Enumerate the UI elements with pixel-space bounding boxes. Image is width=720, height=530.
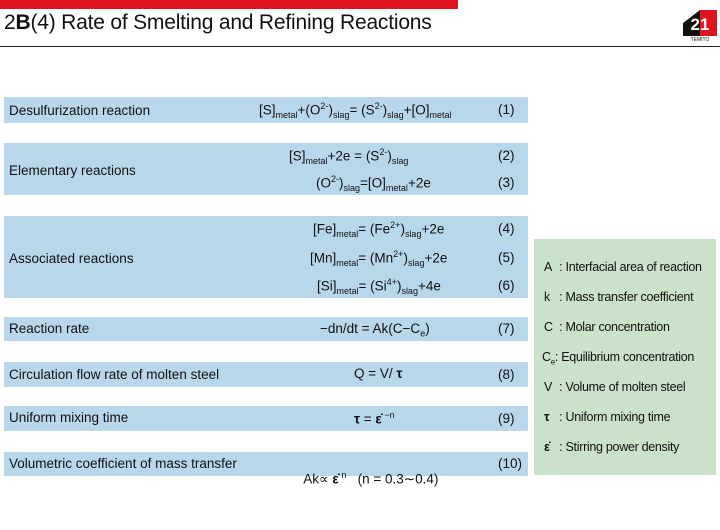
row-label: Circulation flow rate of molten steel: [9, 367, 220, 382]
row-circulation: [4, 362, 528, 387]
equation-number: (4): [498, 221, 515, 236]
row-label: Reaction rate: [9, 321, 90, 336]
legend-item-tau: τ : Uniform mixing time: [544, 410, 671, 424]
equation-elementary-1: $[S]_{metal}+2e = (S^{2-})_{slag}$: [289, 147, 409, 167]
equation-number: (8): [498, 367, 515, 382]
legend-item-v: V : Volume of molten steel: [544, 380, 686, 394]
legend-item-a: A : Interfacial area of reaction: [544, 260, 702, 274]
row-label: Uniform mixing time: [9, 410, 129, 425]
equation-volumetric: Ak∝ ε̇ $^n$ (n = 0.3∼0.4): [303, 470, 439, 487]
equation-circulation: Q = V/ τ: [354, 366, 403, 381]
row-associated: [4, 216, 528, 298]
legend-item-c: C : Molar concentration: [544, 320, 670, 334]
row-label: Volumetric coefficient of mass transfer: [9, 456, 237, 471]
row-label: Associated reactions: [9, 251, 134, 266]
row-volumetric: [4, 452, 528, 487]
equation-number: (6): [498, 278, 515, 293]
row-uniform-mixing: [4, 406, 528, 431]
section-number: 2: [4, 11, 16, 34]
symbol-legend: [534, 239, 716, 475]
equation-desulfurization: $[S]_{metal}+(O^{2-})_{slag}= (S^{2-})_{slag}+[O]_{metal}$: [259, 101, 452, 121]
company-logo: [683, 8, 717, 42]
equation-number: (10): [498, 456, 523, 471]
equation-uniform-mixing: τ = ε̇ $^{-n}$: [354, 410, 395, 427]
section-letter: B: [15, 11, 31, 34]
title-text: Rate of Smelting and Refining Reactions: [61, 11, 432, 34]
equation-number: (5): [498, 250, 515, 265]
header-accent-bar: [0, 0, 458, 9]
equation-associated-3: $[Si]_{metal}= (Si^{4+})_{slag}+4e$: [317, 277, 441, 297]
legend-item-epsilon: ε̇ : Stirring power density: [544, 440, 680, 454]
row-desulfurization: [4, 97, 528, 123]
row-elementary: [4, 143, 528, 195]
equation-elementary-2: $(O^{2-})_{slag}=[O]_{metal}+2e$: [316, 174, 431, 194]
logo-number: 21: [690, 15, 710, 34]
legend-item-ce: $C_e$: Equilibrium concentration: [542, 350, 695, 367]
equation-number: (3): [498, 175, 515, 190]
equation-associated-1: $[Fe]_{metal}= (Fe^{2+})_{slag}+2e$: [313, 220, 445, 240]
equation-number: (7): [498, 321, 515, 336]
section-sub: (4): [30, 11, 56, 34]
equation-reaction-rate: $-dn/dt = Ak(C-C_e)$: [320, 321, 430, 339]
row-reaction-rate: [4, 317, 528, 341]
equation-number: (9): [498, 411, 515, 426]
legend-item-k: k : Mass transfer coefficient: [544, 290, 694, 304]
row-label: Desulfurization reaction: [9, 103, 151, 118]
equation-number: (2): [498, 148, 515, 163]
page-title: [4, 11, 432, 35]
header-divider: [0, 46, 720, 47]
row-label: Elementary reactions: [9, 163, 136, 178]
logo-subtext: TEMITO: [690, 37, 710, 42]
equation-number: (1): [498, 102, 515, 117]
equation-associated-2: $[Mn]_{metal}= (Mn^{2+})_{slag}+2e$: [310, 249, 448, 269]
